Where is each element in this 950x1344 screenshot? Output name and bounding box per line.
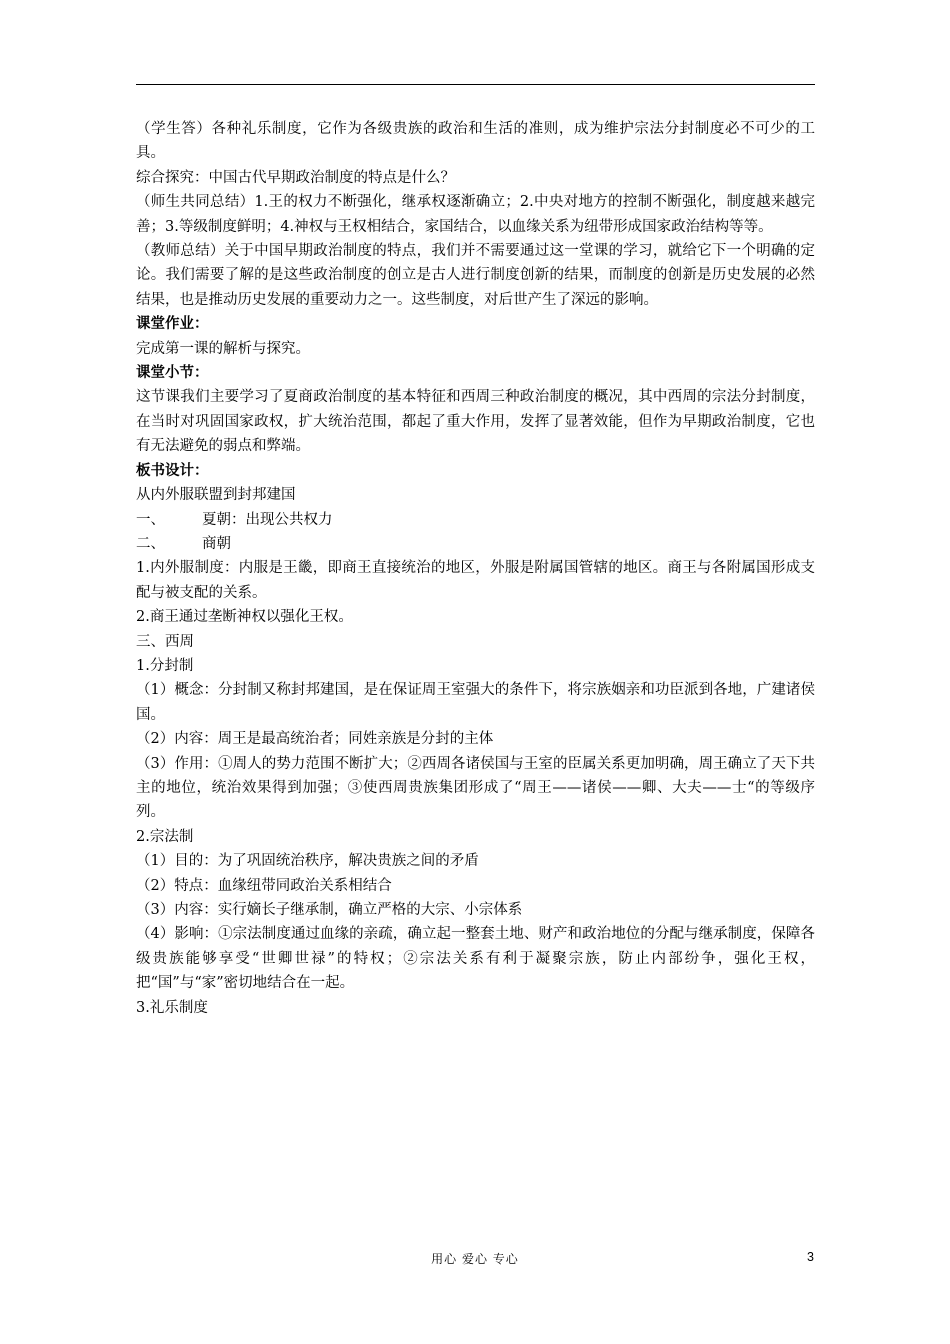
paragraph: （1）概念：分封制又称封邦建国，是在保证周王室强大的条件下，将宗族姻亲和功臣派到各地，广建诸侯国。 bbox=[136, 682, 815, 723]
paragraph: 3.礼乐制度 bbox=[136, 999, 208, 1016]
paragraph: （1）目的：为了巩固统治秩序，解决贵族之间的矛盾 bbox=[136, 853, 479, 870]
section-heading: 板书设计： bbox=[136, 461, 209, 479]
page-number: 3 bbox=[807, 1250, 814, 1264]
paragraph: （师生共同总结）1.王的权力不断强化，继承权逐渐确立；2.中央对地方的控制不断强化，制度越来越完善；3.等级制度鲜明；4.神权与王权相结合，家国结合，以血缘关系为纽带形成国家政治结构等等。 bbox=[136, 194, 815, 235]
paragraph: 1.内外服制度：内服是王畿，即商王直接统治的地区，外服是附属国管辖的地区。商王与各附属国形成支配与被支配的关系。 bbox=[136, 560, 815, 601]
paragraph: 三、西周 bbox=[136, 633, 194, 650]
outline-item bbox=[136, 508, 815, 532]
paragraph: （3）作用：①周人的势力范围不断扩大；②西周各诸侯国与王室的臣属关系更加明确，周王确立了天下共主的地位，统治效果得到加强；③使西周贵族集团形成了“周王——诸侯——卿、大夫——士“的等级序列。 bbox=[136, 755, 815, 821]
outline-text: 夏朝：出现公共权力 bbox=[202, 511, 333, 528]
header-rule bbox=[136, 84, 815, 85]
paragraph: （2）特点：血缘纽带同政治关系相结合 bbox=[136, 877, 392, 894]
paragraph: 1.分封制 bbox=[136, 657, 194, 674]
paragraph: 综合探究：中国古代早期政治制度的特点是什么？ bbox=[136, 169, 455, 186]
outline-item bbox=[136, 532, 815, 556]
footer-motto: 用心 爱心 专心 bbox=[431, 1252, 519, 1266]
outline-number: 二、 bbox=[136, 535, 165, 552]
section-heading: 课堂小节： bbox=[136, 364, 209, 382]
paragraph: （教师总结）关于中国早期政治制度的特点，我们并不需要通过这一堂课的学习，就给它下一个明确的定论。我们需要了解的是这些政治制度的创立是古人进行制度创新的结果，而制度的创新是历史发展的必然结果，也是推动历史发展的重要动力之一。这些制度，对后世产生了深远的影响。 bbox=[136, 243, 815, 308]
document-body bbox=[136, 117, 815, 1020]
outline-number: 一、 bbox=[136, 511, 165, 528]
paragraph: 2.宗法制 bbox=[136, 828, 194, 845]
paragraph: （4）影响：①宗法制度通过血缘的亲疏，确立起一整套土地、财产和政治地位的分配与继承制度，保障各级贵族能够享受“世卿世禄”的特权；②宗法关系有利于凝聚宗族，防止内部纷争，强化王权，把“国”与“家”密切地结合在一起。 bbox=[136, 926, 815, 992]
paragraph: 从内外服联盟到封邦建国 bbox=[136, 487, 296, 504]
paragraph: （3）内容：实行嫡长子继承制，确立严格的大宗、小宗体系 bbox=[136, 902, 523, 918]
paragraph: 完成第一课的解析与探究。 bbox=[136, 340, 310, 357]
paragraph: （学生答）各种礼乐制度，它作为各级贵族的政治和生活的准则，成为维护宗法分封制度必不可少的工具。 bbox=[136, 121, 815, 162]
paragraph: （2）内容：周王是最高统治者；同姓亲族是分封的主体 bbox=[136, 731, 494, 748]
paragraph: 2.商王通过垄断神权以强化王权。 bbox=[136, 609, 353, 626]
section-heading: 课堂作业： bbox=[136, 315, 209, 333]
paragraph: 这节课我们主要学习了夏商政治制度的基本特征和西周三种政治制度的概况，其中西周的宗法分封制度，在当时对巩固国家政权，扩大统治范围，都起了重大作用，发挥了显著效能，但作为早期政治制度，它也有无法避免的弱点和弊端。 bbox=[136, 389, 815, 455]
outline-text: 商朝 bbox=[202, 535, 231, 552]
